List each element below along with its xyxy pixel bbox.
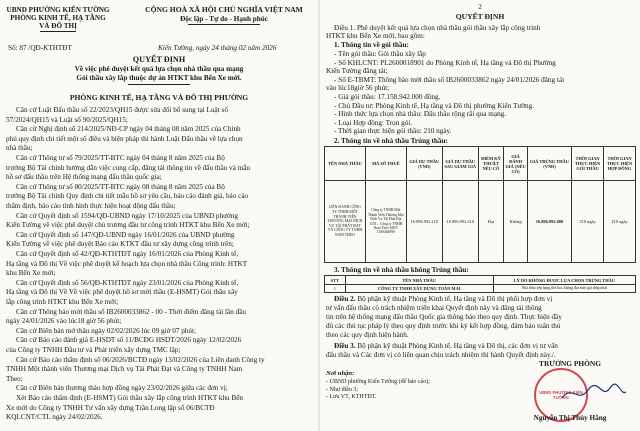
th-award-price: GIÁ TRÚNG THẦU (VND): [527, 147, 571, 181]
text-line: 57/2024/QH15 và Luật số 90/2025/QH15;: [6, 115, 128, 124]
th-package-duration: THỜI GIAN THỰC HIỆN GÓI THẦU: [572, 147, 604, 181]
text-line: Căn cứ Thông tư số 80/2025/TT-BTC ngày 08 tháng 8 năm 2025 của Bộ: [16, 182, 225, 191]
text-line: Căn cứ Báo cáo đánh giá E-HSDT số 11/BCĐG HSDT/2026 ngày 12/02/2026: [16, 336, 242, 345]
table-row: [325, 181, 636, 263]
text-line: theo các quy định hiện hành.: [326, 331, 409, 339]
th-tax-code: MÃ SỐ THUẾ: [365, 147, 406, 181]
text-line: Căn cứ Quyết định số 1594/QĐ-UBND ngày 17/10/2025 của UBND phường: [16, 211, 239, 220]
text-line: - Thời gian thực hiện gói thầu: 210 ngày.: [334, 127, 452, 136]
text-line: Hạ tầng và Đô thị Về Về việc phê duyệt hồ sơ mời thầu (E-HSMT) Gói thầu xây: [6, 288, 238, 297]
nation-motto: Độc lập - Tự do - Hạnh phúc: [180, 15, 268, 23]
page-1: [0, 0, 318, 431]
winning-bidder-table: [324, 146, 636, 263]
page-number: 2: [478, 3, 482, 11]
text-line: của Công ty TNHH Đầu tư và Phát triển xây dựng TMC lập;: [6, 346, 181, 354]
text-line: Xét Báo cáo thẩm định (E-HSMT) Gói thầu xây lắp công trình HTKT khu Bến: [16, 394, 244, 402]
article-1-line-2: HTKT khu Bến Xe mới, bao gồm:: [326, 32, 425, 40]
text-line: trưởng Bộ Tài chính hướng dẫn việc cung cấp, đăng tải thông tin về đấu thầu và mẫu: [6, 163, 251, 172]
text-line: TNHH Một thành viên Thương mại Dịch vụ Tài Phát Đạt và Công ty TNHH Nam: [6, 365, 243, 374]
th-discounted-price: GIÁ DỰ THẦU SAU GIẢM GIÁ: [442, 147, 478, 181]
losing-bidder-table: [324, 275, 636, 293]
doc-subtitle-2: Gói thầu xây lắp thuộc dự án HTKT khu Bến Xe mới.: [76, 74, 242, 82]
text-line: Kiến Tường về việc phê duyệt chủ trương đầu tư công trình HTKT khu Bến Xe mới;: [6, 221, 250, 230]
text-line: Căn cứ Quyết định số 42/QĐ-KTHTĐT ngày 16/01/2026 của Phòng Kinh tế,: [16, 250, 239, 258]
text-line: Căn cứ Thông báo mời thầu số IB2600033862 - 00 - Thời điểm đăng tải lần đầu: [16, 307, 247, 316]
cell-bidder-name: CÔNG TY TNHH XÂY DỰNG TOÀN MAI: [345, 285, 493, 293]
text-line: - Hình thức lựa chọn nhà thầu: Đấu thầu rộng rãi qua mạng.: [334, 110, 507, 119]
cell-tax-code: Công ty TNHH Một Thành Viên Thương Mại Dịch Vụ Tài Phát Đạt 1101... Công ty TNHH Nam Theo MST: 1100464990: [365, 181, 406, 263]
cell-eval-price: Không: [504, 181, 528, 263]
doc-date: Kiến Tường, ngày 24 tháng 02 năm 2026: [158, 44, 277, 52]
text-line: phủ quy định chi tiết một số điều và biện pháp thi hành Luật Đấu thầu về lựa chọn: [6, 134, 243, 143]
text-line: đủ các thủ tục pháp lý theo quy định trước khi ký kết hợp đồng, đảm bảo tuân thủ: [326, 322, 561, 330]
signature-mark: [558, 380, 628, 406]
text-line: Căn cứ Biên bản thương thảo hợp đồng ngày 23/02/2026 giữa các đơn vị;: [16, 384, 228, 393]
cell-package-duration: 210 ngày: [572, 181, 604, 263]
th-bid-price: GIÁ DỰ THẦU (VND): [406, 147, 442, 181]
text-line: - Như điều 3;: [326, 386, 359, 393]
text-line: - Chủ Đầu tư: Phòng Kinh tế, Hạ tầng và Đô thị phường Kiến Tường.: [334, 101, 535, 110]
authority-heading: PHÒNG KINH TẾ, HẠ TẦNG VÀ ĐÔ THỊ PHƯỜNG: [69, 93, 249, 102]
text-line: Kiến Tường về việc phê duyệt Báo cáo KTKT đầu tư xây dựng công trình trên;: [6, 240, 234, 249]
text-line: - Số E-TBMT: Thông báo mời thầu số IB2600033862 ngày 24/01/2026 đăng tải: [334, 75, 565, 84]
th-bidder-name: TÊN NHÀ THẦU: [345, 276, 493, 285]
text-line: - Số KHLCNT: PL2600018901 do Phòng Kinh tế, Hạ tầng và Đô thị Phường: [334, 58, 556, 67]
org-line-1: UBND PHƯỜNG KIẾN TƯỜNG: [6, 6, 110, 14]
text-line: lắp công trình HTKT khu Bến Xe mới;: [6, 298, 119, 306]
cell-discounted-price: 16.896.992.210: [442, 181, 478, 263]
text-line: Hạ tầng và Đô thị Về việc phê duyệt kế hoạch lựa chọn nhà thầu Công trình: HTKT: [6, 259, 248, 268]
text-line: Căn cứ Quyết định số 56/QĐ-KTHTĐT ngày 23/01/2026 của Phòng Kinh tế,: [16, 278, 239, 287]
motto-underline: [188, 24, 260, 25]
nation-title: CỘNG HOÀ XÃ HỘI CHỦ NGHĨA VIỆT NAM: [145, 5, 303, 14]
org-line-2: PHÒNG KINH TẾ, HẠ TẦNG: [10, 14, 106, 22]
cell-reason: Nhà thầu xếp hạng thứ hai, không đạt mức giá thấp nhất: [493, 285, 635, 293]
th-eval-price: GIÁ ĐÁNH GIÁ (NẾU CÓ): [504, 147, 528, 181]
text-line: khu Bến Xe mới;: [6, 269, 56, 278]
text-line: KQLCNT/CTL ngày 24/02/2026.: [6, 413, 103, 422]
text-line: - Lưu VT, KTHTĐT.: [326, 394, 377, 400]
page-2: [320, 0, 640, 431]
th-index: STT: [325, 276, 346, 285]
text-line: Điều 2. Bộ phận kỹ thuật Phòng Kinh tế, Hạ tầng và Đô thị phối hợp đơn vị: [334, 295, 553, 303]
text-line: Kiến Tường đăng tải;: [326, 67, 388, 76]
text-line: - Tên gói thầu: Gói thầu xây lắp: [334, 50, 426, 58]
text-line: - Giá gói thầu: 17.158.942.000 đồng.: [334, 93, 441, 101]
text-line: tư vấn đấu thầu có trách nhiệm triển khai Quyết định này và đăng tải thông: [326, 304, 542, 312]
section-2-heading: 2. Thông tin về nhà thầu Trúng thầu:: [334, 137, 448, 145]
stamp-text: UBND PHƯỜNG KIẾN TƯỜNG: [539, 390, 583, 400]
text-line: hồ sơ đấu thầu trên Hệ thống mạng đấu thầu quốc gia;: [6, 173, 162, 182]
text-line: vào lúc18giờ 56 phút;: [326, 84, 390, 93]
doc-subtitle-1: Về việc phê duyệt kết quả lựa chọn nhà thầu qua mạng: [74, 65, 244, 73]
text-line: thẩm định, báo cáo tình hình thực hiện hoạt động đấu thầu;: [6, 202, 176, 210]
signer-title: TRƯỞNG PHÒNG: [539, 359, 601, 368]
text-line: Điều 3. Bộ phận kỹ thuật Phòng Kinh tế, Hạ tầng và Đô thị, các đơn vị tư vấn: [334, 342, 558, 350]
text-line: ngày 24/01/2026 vào lúc18 giờ 56 phút;: [6, 317, 122, 326]
text-line: Theo;: [6, 374, 23, 383]
table-header-row: [325, 147, 636, 181]
cell-award-price: 16.896.992.000: [527, 181, 571, 263]
article-1-line-1: Điều 1. Phê duyệt kết quả lựa chọn nhà thầu gói thầu xây lắp công trình: [334, 24, 541, 32]
text-line: Căn cứ Luật Đấu thầu số 22/2023/QH15 được sửa đổi bổ sung tại Luật số: [16, 106, 228, 114]
cell-contract-duration: 210 ngày: [604, 181, 636, 263]
text-line: tin trên hệ thống mạng đấu thầu Quốc gia thông báo theo quy định. Thực hiện đầy: [326, 313, 562, 321]
org-underline: [40, 31, 76, 32]
text-line: Căn cứ Biên bản mở thầu ngày 02/02/2026 lúc 09 giờ 07 phút;: [16, 326, 196, 335]
table-row: [325, 285, 636, 293]
signer-name: Nguyễn Thị Thúy Hằng: [533, 414, 607, 422]
doc-title: QUYẾT ĐỊNH: [132, 55, 186, 64]
text-line: - UBND phường Kiến Tường (để báo cáo);: [326, 379, 430, 385]
th-bidder: TÊN NHÀ THẦU: [325, 147, 366, 181]
text-line: đấu thầu và Các đơn vị có liên quan chịu trách nhiệm thi hành Quyết định này./.: [326, 351, 556, 359]
decision-heading: QUYẾT ĐỊNH: [455, 12, 505, 21]
cell-index: 1: [325, 285, 346, 293]
text-line: trưởng Bộ Tài chính Quy định chi tiết mẫu hồ sơ yêu cầu, báo cáo đánh giá, báo cáo: [6, 192, 249, 201]
th-reason: LÝ DO KHÔNG ĐƯỢC LỰA CHỌN TRÚNG THẦU: [493, 276, 635, 285]
recipients-label: Nơi nhận:: [326, 370, 355, 377]
text-line: - Loại Hợp đồng: Trọn gói.: [334, 118, 413, 127]
text-line: Căn cứ Quyết định số 147/QĐ-UBND ngày 16/01/2026 của UBND phường: [16, 230, 235, 239]
table-header-row: [325, 276, 636, 285]
section-3-heading: 3. Thông tin về nhà thầu không Trúng thầu:: [334, 266, 469, 274]
doc-number: Số: 87 /QĐ-KTHTĐT: [8, 44, 72, 52]
text-line: Xe mới do Công ty TNHH Tư vấn xây dựng Trần Long lập số 06/BCTĐ: [6, 403, 215, 412]
text-line: Căn cứ Thông tư số 79/2025/TT-BTC ngày 04 tháng 8 năm 2025 của Bộ: [16, 154, 225, 162]
text-line: nhà thầu;: [6, 144, 33, 153]
th-contract-duration: THỜI GIAN THỰC HIỆN HỢP ĐỒNG: [604, 147, 636, 181]
cell-tech-score: Đạt: [478, 181, 504, 263]
cell-bidder: LIÊN DANH CÔNG TY TNHH MỘT THÀNH VIÊN THƯƠNG MẠI DỊCH VỤ TÀI PHÁT ĐẠT VÀ CÔNG TY TNHH NAM THEO: [325, 181, 366, 263]
org-line-3: VÀ ĐÔ THỊ: [39, 22, 77, 30]
cell-bid-price: 16.896.992.210: [406, 181, 442, 263]
th-tech-score: ĐIỂM KỸ THUẬT NẾU CÓ: [478, 147, 504, 181]
title-underline: [128, 84, 190, 85]
section-1-heading: 1. Thông tin về gói thầu:: [334, 41, 409, 49]
text-line: Căn cứ Báo cáo thẩm định số 06/2026/BCTĐ ngày 13/02/2026 của Liên danh Công ty: [16, 355, 265, 364]
text-line: Căn cứ Nghị định số 214/2025/NĐ-CP ngày 04 tháng 08 năm 2025 của Chính: [16, 125, 241, 134]
